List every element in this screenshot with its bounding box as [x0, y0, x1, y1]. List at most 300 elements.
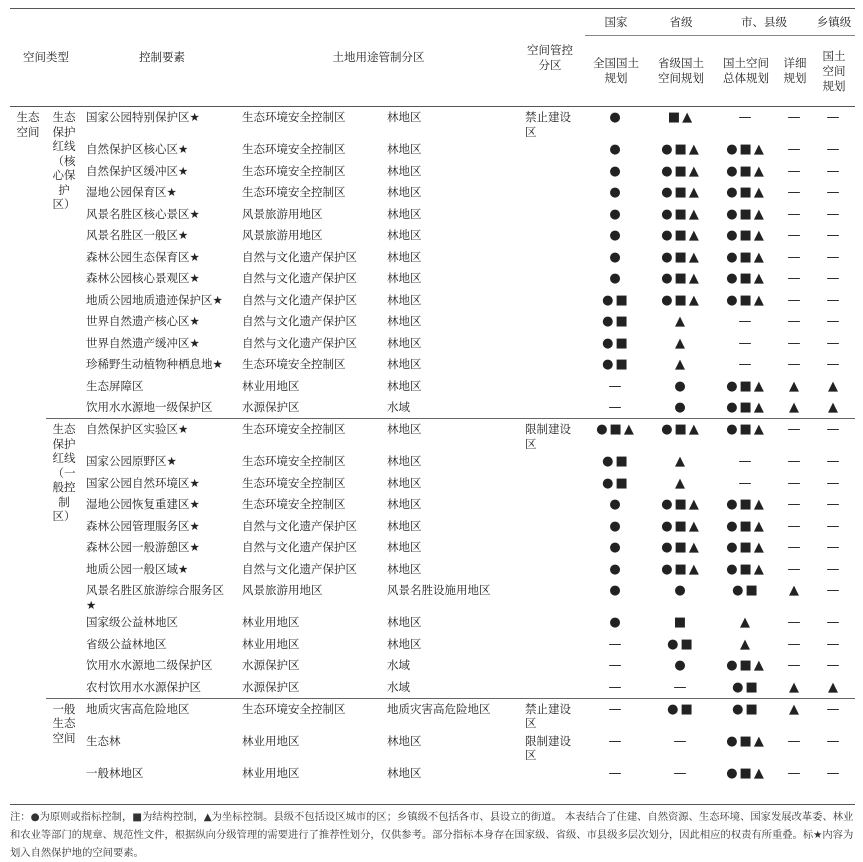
provincial-plan-mark: ●■▲	[661, 518, 701, 534]
city-master-plan-mark: —	[738, 475, 754, 491]
table-row	[10, 655, 855, 677]
space-control-zone-cell	[515, 268, 585, 290]
land-use-zone-secondary-cell: 林地区	[387, 142, 422, 156]
detailed-plan-mark: —	[787, 733, 803, 749]
space-control-zone-cell	[515, 182, 585, 204]
city-master-plan-mark: ●■	[732, 679, 760, 695]
table-row	[10, 204, 855, 226]
township-plan-mark: —	[826, 733, 842, 749]
detailed-plan-mark: —	[787, 185, 803, 200]
table-row	[10, 311, 855, 333]
table-row	[10, 161, 855, 183]
provincial-plan-mark: ▲	[675, 314, 687, 329]
table-row	[10, 182, 855, 204]
header-level-provincial: 省级	[647, 9, 715, 36]
township-plan-mark: ▲	[828, 679, 840, 695]
control-elements-table	[10, 8, 855, 784]
land-use-zone-secondary-cell: 林地区	[387, 497, 422, 511]
control-element-cell: 森林公园管理服务区★	[86, 518, 200, 533]
national-plan-mark: —	[585, 698, 647, 731]
township-plan-mark: —	[826, 636, 842, 652]
city-master-plan-mark: —	[738, 314, 754, 329]
sub-space-type-cell: 生态保护红线（核心保护区）	[46, 107, 82, 419]
space-control-zone-cell	[515, 516, 585, 538]
land-use-zone-primary-cell: 林业用地区	[242, 615, 300, 629]
control-element-cell: 世界自然遗产缓冲区★	[86, 335, 200, 350]
national-plan-mark: ●	[609, 497, 623, 512]
control-element-cell: 国家公园自然环境区★	[86, 475, 200, 490]
national-plan-mark: ●	[609, 163, 623, 179]
space-control-zone-cell	[515, 612, 585, 634]
national-plan-mark: ●■	[602, 475, 630, 491]
city-master-plan-mark: ●■▲	[715, 419, 777, 452]
national-plan-mark: ●	[609, 540, 623, 555]
space-control-zone-cell	[515, 655, 585, 677]
provincial-plan-mark: ●■▲	[647, 419, 715, 452]
space-control-zone-cell	[515, 397, 585, 419]
city-master-plan-mark: ●■▲	[726, 292, 766, 308]
table-row	[10, 107, 855, 140]
space-control-zone-cell	[515, 247, 585, 269]
land-use-zone-primary-cell: 自然与文化遗产保护区	[242, 561, 357, 576]
provincial-plan-mark: ●	[674, 658, 688, 673]
header-plan-township: 国土空间规划	[813, 36, 855, 107]
national-plan-mark: ●	[609, 185, 623, 200]
land-use-zone-secondary-cell: 林地区	[387, 107, 515, 140]
header-level-city: 市、县级	[715, 9, 813, 36]
space-control-zone-cell	[515, 225, 585, 247]
detailed-plan-mark: —	[787, 249, 803, 265]
provincial-plan-mark: ●■	[647, 698, 715, 731]
land-use-zone-secondary-cell: 林地区	[387, 185, 422, 199]
detailed-plan-mark: —	[787, 454, 803, 469]
township-plan-mark: ▲	[828, 378, 840, 394]
city-master-plan-mark: —	[738, 335, 754, 351]
table-row	[10, 634, 855, 656]
table-row	[10, 580, 855, 612]
national-plan-mark: ●	[609, 142, 623, 157]
space-control-zone-cell	[515, 677, 585, 699]
provincial-plan-mark: ●■▲	[661, 185, 701, 200]
land-use-zone-secondary-cell: 林地区	[387, 335, 422, 350]
control-element-cell: 自然保护区缓冲区★	[86, 163, 189, 178]
detailed-plan-mark: —	[787, 163, 803, 179]
control-element-cell: 地质灾害高危险地区	[82, 698, 242, 731]
detailed-plan-mark: —	[787, 357, 803, 372]
national-plan-mark: ●■	[602, 454, 630, 469]
detailed-plan-mark: —	[787, 540, 803, 555]
provincial-plan-mark: —	[673, 679, 689, 695]
land-use-zone-secondary-cell: 林地区	[387, 378, 422, 393]
land-use-zone-secondary-cell: 林地区	[387, 163, 422, 178]
national-plan-mark: ●	[609, 271, 623, 286]
land-use-zone-secondary-cell: 林地区	[387, 292, 422, 307]
national-plan-mark: ●■	[602, 314, 630, 329]
land-use-zone-primary-cell: 林业用地区	[242, 378, 300, 393]
township-plan-mark: —	[826, 335, 842, 351]
space-control-zone-cell	[515, 559, 585, 581]
township-plan-mark: —	[826, 142, 842, 157]
detailed-plan-mark: —	[777, 107, 813, 140]
city-master-plan-mark: ●■	[732, 583, 760, 598]
control-element-cell: 一般林地区	[86, 765, 144, 780]
control-element-cell: 生态屏障区	[86, 378, 144, 393]
land-use-zone-primary-cell: 自然与文化遗产保护区	[242, 249, 357, 264]
detailed-plan-mark: —	[787, 335, 803, 351]
header-plan-provincial: 省级国土空间规划	[647, 36, 715, 107]
national-plan-mark: ●	[609, 561, 623, 577]
provincial-plan-mark: ▲	[675, 475, 687, 491]
provincial-plan-mark: ▲	[675, 335, 687, 351]
space-control-zone-cell	[515, 161, 585, 183]
control-element-cell: 世界自然遗产核心区★	[86, 314, 200, 328]
land-use-zone-primary-cell: 水源保护区	[242, 400, 300, 414]
township-plan-mark: —	[826, 561, 842, 577]
provincial-plan-mark: ▲	[675, 357, 687, 372]
township-plan-mark: —	[826, 292, 842, 308]
city-master-plan-mark: ●■▲	[726, 400, 766, 415]
detailed-plan-mark: ▲	[777, 698, 813, 731]
land-use-zone-primary-cell: 自然与文化遗产保护区	[242, 518, 357, 533]
township-plan-mark: —	[826, 185, 842, 200]
control-element-cell: 风景名胜区一般区★	[86, 228, 189, 242]
land-use-zone-primary-cell: 自然与文化遗产保护区	[242, 314, 357, 328]
table-row	[10, 494, 855, 516]
national-plan-mark: ●■▲	[585, 419, 647, 452]
city-master-plan-mark: ▲	[740, 636, 752, 652]
township-plan-mark: —	[826, 314, 842, 329]
land-use-zone-secondary-cell: 林地区	[387, 561, 422, 576]
control-element-cell: 省级公益林地区	[86, 636, 167, 651]
land-use-zone-secondary-cell: 林地区	[387, 518, 422, 533]
land-use-zone-secondary-cell: 水域	[387, 400, 410, 414]
land-use-zone-secondary-cell: 林地区	[387, 228, 422, 242]
township-plan-mark: —	[813, 698, 855, 731]
sub-space-type-cell: 一般生态空间	[46, 698, 82, 784]
township-plan-mark: —	[826, 583, 842, 598]
land-use-zone-primary-cell: 生态环境安全控制区	[242, 698, 387, 731]
township-plan-mark: —	[826, 518, 842, 534]
national-plan-mark: ●■	[602, 335, 630, 351]
provincial-plan-mark: ●■▲	[661, 163, 701, 179]
provincial-plan-mark: ●■▲	[661, 540, 701, 555]
detailed-plan-mark: —	[787, 615, 803, 630]
control-element-cell: 自然保护区实验区★	[82, 419, 242, 452]
township-plan-mark: —	[826, 497, 842, 512]
land-use-zone-primary-cell: 林业用地区	[242, 636, 300, 651]
township-plan-mark: —	[826, 475, 842, 491]
national-plan-mark: ●	[609, 228, 623, 243]
control-element-cell: 国家公园原野区★	[86, 454, 177, 468]
header-plan-detailed: 详细规划	[777, 36, 813, 107]
land-use-zone-primary-cell: 自然与文化遗产保护区	[242, 271, 357, 285]
land-use-zone-primary-cell: 林业用地区	[242, 733, 300, 748]
table-row	[10, 225, 855, 247]
control-element-cell: 风景名胜区核心景区★	[86, 206, 200, 221]
detailed-plan-mark: —	[787, 658, 803, 673]
header-plan-national: 全国国土规划	[585, 36, 647, 107]
land-use-zone-primary-cell: 自然与文化遗产保护区	[242, 540, 357, 554]
table-row	[10, 419, 855, 452]
header-level-national: 国家	[585, 9, 647, 36]
detailed-plan-mark: —	[787, 497, 803, 512]
space-control-zone-cell	[515, 311, 585, 333]
city-master-plan-mark: ●■▲	[726, 497, 766, 512]
space-control-zone-cell: 禁止建设区	[515, 107, 585, 140]
national-plan-mark: —	[608, 679, 624, 695]
control-element-cell: 湿地公园保育区★	[86, 185, 177, 199]
control-element-cell: 森林公园核心景观区★	[86, 271, 200, 285]
provincial-plan-mark: ●■▲	[661, 561, 701, 577]
land-use-zone-primary-cell: 生态环境安全控制区	[242, 419, 387, 452]
city-master-plan-mark: ▲	[740, 615, 752, 630]
national-plan-mark: ●	[609, 249, 623, 265]
land-use-zone-primary-cell: 水源保护区	[242, 658, 300, 672]
control-element-cell: 湿地公园恢复重建区★	[86, 497, 200, 511]
space-control-zone-cell	[515, 376, 585, 398]
table-row	[10, 537, 855, 559]
national-plan-mark: —	[608, 636, 624, 652]
land-use-zone-secondary-cell: 风景名胜设施用地区	[387, 583, 491, 597]
provincial-plan-mark: ●	[674, 583, 688, 598]
detailed-plan-mark: ▲	[789, 583, 801, 598]
city-master-plan-mark: ●■▲	[726, 249, 766, 265]
detailed-plan-mark: ▲	[789, 679, 801, 695]
land-use-zone-primary-cell: 生态环境安全控制区	[242, 107, 387, 140]
land-use-zone-primary-cell: 生态环境安全控制区	[242, 357, 346, 371]
detailed-plan-mark: —	[787, 292, 803, 308]
city-master-plan-mark: ●■▲	[726, 185, 766, 200]
space-control-zone-cell	[515, 354, 585, 376]
land-use-zone-primary-cell: 水源保护区	[242, 679, 300, 694]
provincial-plan-mark: ●	[674, 378, 688, 394]
space-control-zone-cell	[515, 634, 585, 656]
space-control-zone-cell	[515, 333, 585, 355]
township-plan-mark: —	[826, 163, 842, 179]
provincial-plan-mark: ●■	[667, 636, 695, 652]
land-use-zone-primary-cell: 生态环境安全控制区	[242, 454, 346, 468]
table-row	[10, 677, 855, 699]
national-plan-mark: —	[608, 658, 624, 673]
national-plan-mark: —	[608, 400, 624, 415]
detailed-plan-mark: —	[787, 636, 803, 652]
space-control-zone-cell: 限制建设区	[515, 419, 585, 452]
control-element-cell: 地质公园地质遗迹保护区★	[86, 292, 223, 307]
land-use-zone-secondary-cell: 林地区	[387, 206, 422, 221]
land-use-zone-primary-cell: 生态环境安全控制区	[242, 163, 346, 178]
table-header	[10, 9, 855, 107]
detailed-plan-mark: —	[787, 475, 803, 491]
township-plan-mark: —	[826, 249, 842, 265]
city-master-plan-mark: ●■▲	[726, 142, 766, 157]
control-element-cell: 生态林	[86, 733, 121, 748]
city-master-plan-mark: ●■▲	[726, 540, 766, 555]
land-use-zone-primary-cell: 生态环境安全控制区	[242, 185, 346, 199]
detailed-plan-mark: —	[787, 561, 803, 577]
provincial-plan-mark: ■▲	[647, 107, 715, 140]
land-use-zone-secondary-cell: 林地区	[387, 636, 422, 651]
township-plan-mark: —	[826, 454, 842, 469]
township-plan-mark: —	[826, 206, 842, 222]
space-control-zone-cell: 禁止建设区	[515, 698, 585, 731]
land-use-zone-secondary-cell: 林地区	[387, 314, 422, 328]
table-row	[10, 516, 855, 538]
space-control-zone-cell	[515, 537, 585, 559]
table-row	[10, 698, 855, 731]
provincial-plan-mark: ●■▲	[661, 271, 701, 286]
city-master-plan-mark: ●■▲	[726, 228, 766, 243]
table-row	[10, 354, 855, 376]
city-master-plan-mark: ●■▲	[726, 733, 766, 749]
township-plan-mark: —	[826, 765, 842, 781]
table-row	[10, 559, 855, 581]
city-master-plan-mark: ●■	[715, 698, 777, 731]
city-master-plan-mark: ●■▲	[726, 765, 766, 781]
space-control-zone-cell	[515, 290, 585, 312]
city-master-plan-mark: ●■▲	[726, 378, 766, 394]
land-use-zone-primary-cell: 生态环境安全控制区	[242, 497, 346, 511]
detailed-plan-mark: —	[787, 765, 803, 781]
land-use-zone-secondary-cell: 林地区	[387, 733, 422, 748]
city-master-plan-mark: ●■▲	[726, 561, 766, 577]
national-plan-mark: —	[608, 765, 624, 781]
land-use-zone-secondary-cell: 林地区	[387, 271, 422, 285]
header-space-control-zone: 空间管控分区	[515, 9, 585, 107]
land-use-zone-primary-cell: 风景旅游用地区	[242, 583, 323, 597]
provincial-plan-mark: ▲	[675, 454, 687, 469]
land-use-zone-secondary-cell: 林地区	[387, 765, 422, 780]
township-plan-mark: —	[826, 658, 842, 673]
header-space-type: 空间类型	[10, 9, 82, 107]
control-element-cell: 国家公园特别保护区★	[82, 107, 242, 140]
control-element-cell: 珍稀野生动植物种栖息地★	[86, 357, 223, 371]
national-plan-mark: ●	[609, 518, 623, 534]
land-use-zone-primary-cell: 风景旅游用地区	[242, 228, 323, 242]
table-row	[10, 290, 855, 312]
township-plan-mark: —	[813, 419, 855, 452]
land-use-zone-primary-cell: 风景旅游用地区	[242, 206, 323, 221]
township-plan-mark: —	[826, 357, 842, 372]
space-control-zone-cell	[515, 494, 585, 516]
provincial-plan-mark: ●■▲	[661, 497, 701, 512]
table-row	[10, 731, 855, 763]
provincial-plan-mark: ●■▲	[661, 228, 701, 243]
land-use-zone-secondary-cell: 林地区	[387, 540, 422, 554]
table-row	[10, 268, 855, 290]
land-use-zone-secondary-cell: 林地区	[387, 357, 422, 371]
table-row	[10, 333, 855, 355]
header-control-element: 控制要素	[82, 9, 242, 107]
provincial-plan-mark: ●■▲	[661, 249, 701, 265]
provincial-plan-mark: ●■▲	[661, 206, 701, 222]
detailed-plan-mark: —	[787, 314, 803, 329]
control-element-cell: 农村饮用水水源保护区	[86, 679, 201, 694]
provincial-plan-mark: —	[673, 733, 689, 749]
city-master-plan-mark: ●■▲	[726, 206, 766, 222]
space-type-cell: 生态空间	[10, 107, 46, 785]
land-use-zone-primary-cell: 自然与文化遗产保护区	[242, 292, 357, 307]
national-plan-mark: ●	[609, 583, 623, 598]
space-control-zone-cell	[515, 763, 585, 785]
national-plan-mark: ●	[609, 615, 623, 630]
table-row	[10, 451, 855, 473]
land-use-zone-secondary-cell: 地质灾害高危险地区	[387, 698, 515, 731]
control-element-cell: 森林公园生态保育区★	[86, 249, 200, 264]
city-master-plan-mark: ●■▲	[726, 518, 766, 534]
table-row	[10, 612, 855, 634]
table-row	[10, 763, 855, 785]
header-level-township: 乡镇级	[813, 9, 855, 36]
city-master-plan-mark: ●■▲	[726, 271, 766, 286]
land-use-zone-secondary-cell: 水域	[387, 679, 410, 694]
table-body	[10, 107, 855, 785]
space-control-zone-cell	[515, 204, 585, 226]
space-control-zone-cell	[515, 580, 585, 612]
township-plan-mark: —	[813, 107, 855, 140]
control-element-cell: 国家级公益林地区	[86, 615, 178, 629]
control-element-cell: 风景名胜区旅游综合服务区★	[86, 583, 224, 612]
space-control-zone-cell	[515, 473, 585, 495]
township-plan-mark: —	[826, 540, 842, 555]
land-use-zone-primary-cell: 生态环境安全控制区	[242, 142, 346, 156]
city-master-plan-mark: —	[738, 357, 754, 372]
space-control-zone-cell	[515, 451, 585, 473]
header-land-use-zone: 土地用途管制分区	[242, 9, 515, 107]
land-use-zone-primary-cell: 生态环境安全控制区	[242, 475, 346, 490]
control-element-cell: 地质公园一般区域★	[86, 561, 189, 576]
control-element-cell: 饮用水水源地一级保护区	[86, 400, 213, 414]
control-element-cell: 自然保护区核心区★	[86, 142, 189, 156]
national-plan-mark: ●	[609, 206, 623, 222]
provincial-plan-mark: —	[673, 765, 689, 781]
land-use-zone-secondary-cell: 林地区	[387, 419, 515, 452]
city-master-plan-mark: ●■▲	[726, 658, 766, 673]
detailed-plan-mark: —	[787, 518, 803, 534]
provincial-plan-mark: ■	[673, 615, 689, 630]
space-control-zone-cell	[515, 139, 585, 161]
national-plan-mark: ●■	[602, 357, 630, 372]
land-use-zone-secondary-cell: 林地区	[387, 454, 422, 468]
land-use-zone-secondary-cell: 林地区	[387, 475, 422, 490]
table-row	[10, 397, 855, 419]
space-control-zone-cell: 限制建设区	[525, 733, 571, 762]
national-plan-mark: ●■	[602, 292, 630, 308]
sub-space-type-cell: 生态保护红线（一般控制区）	[46, 419, 82, 699]
national-plan-mark: —	[608, 378, 624, 394]
detailed-plan-mark: ▲	[789, 378, 801, 394]
land-use-zone-secondary-cell: 林地区	[387, 615, 422, 629]
provincial-plan-mark: ●■▲	[661, 292, 701, 308]
city-master-plan-mark: —	[715, 107, 777, 140]
control-element-cell: 饮用水水源地二级保护区	[86, 658, 213, 672]
table-row	[10, 376, 855, 398]
detailed-plan-mark: —	[787, 142, 803, 157]
land-use-zone-secondary-cell: 林地区	[387, 249, 422, 264]
header-plan-city-master: 国土空间总体规划	[715, 36, 777, 107]
township-plan-mark: ▲	[828, 400, 840, 415]
table-footnote: 注：●为原则或指标控制，■为结构控制，▲为坐标控制。县级不包括设区城市的区；乡镇级不包括各市、县设立的街道。 本表结合了住建、自然资源、生态环境、国家发展改革委、林业和农业等部门的规章、规范性文件，根据纵向分级管理的需要进行了推荐性划分，仅供参考。部分指标本身存在国家级、省级、市县级多层次划分，因此相应的权责有所重叠。标★内容为划入自然保护地的空间要素。	[10, 804, 855, 862]
land-use-zone-primary-cell: 自然与文化遗产保护区	[242, 335, 357, 350]
township-plan-mark: —	[826, 615, 842, 630]
table-row	[10, 247, 855, 269]
table-row	[10, 473, 855, 495]
city-master-plan-mark: ●■▲	[726, 163, 766, 179]
detailed-plan-mark: —	[787, 206, 803, 222]
detailed-plan-mark: —	[787, 271, 803, 286]
detailed-plan-mark: —	[787, 228, 803, 243]
provincial-plan-mark: ●■▲	[661, 142, 701, 157]
detailed-plan-mark: —	[777, 419, 813, 452]
